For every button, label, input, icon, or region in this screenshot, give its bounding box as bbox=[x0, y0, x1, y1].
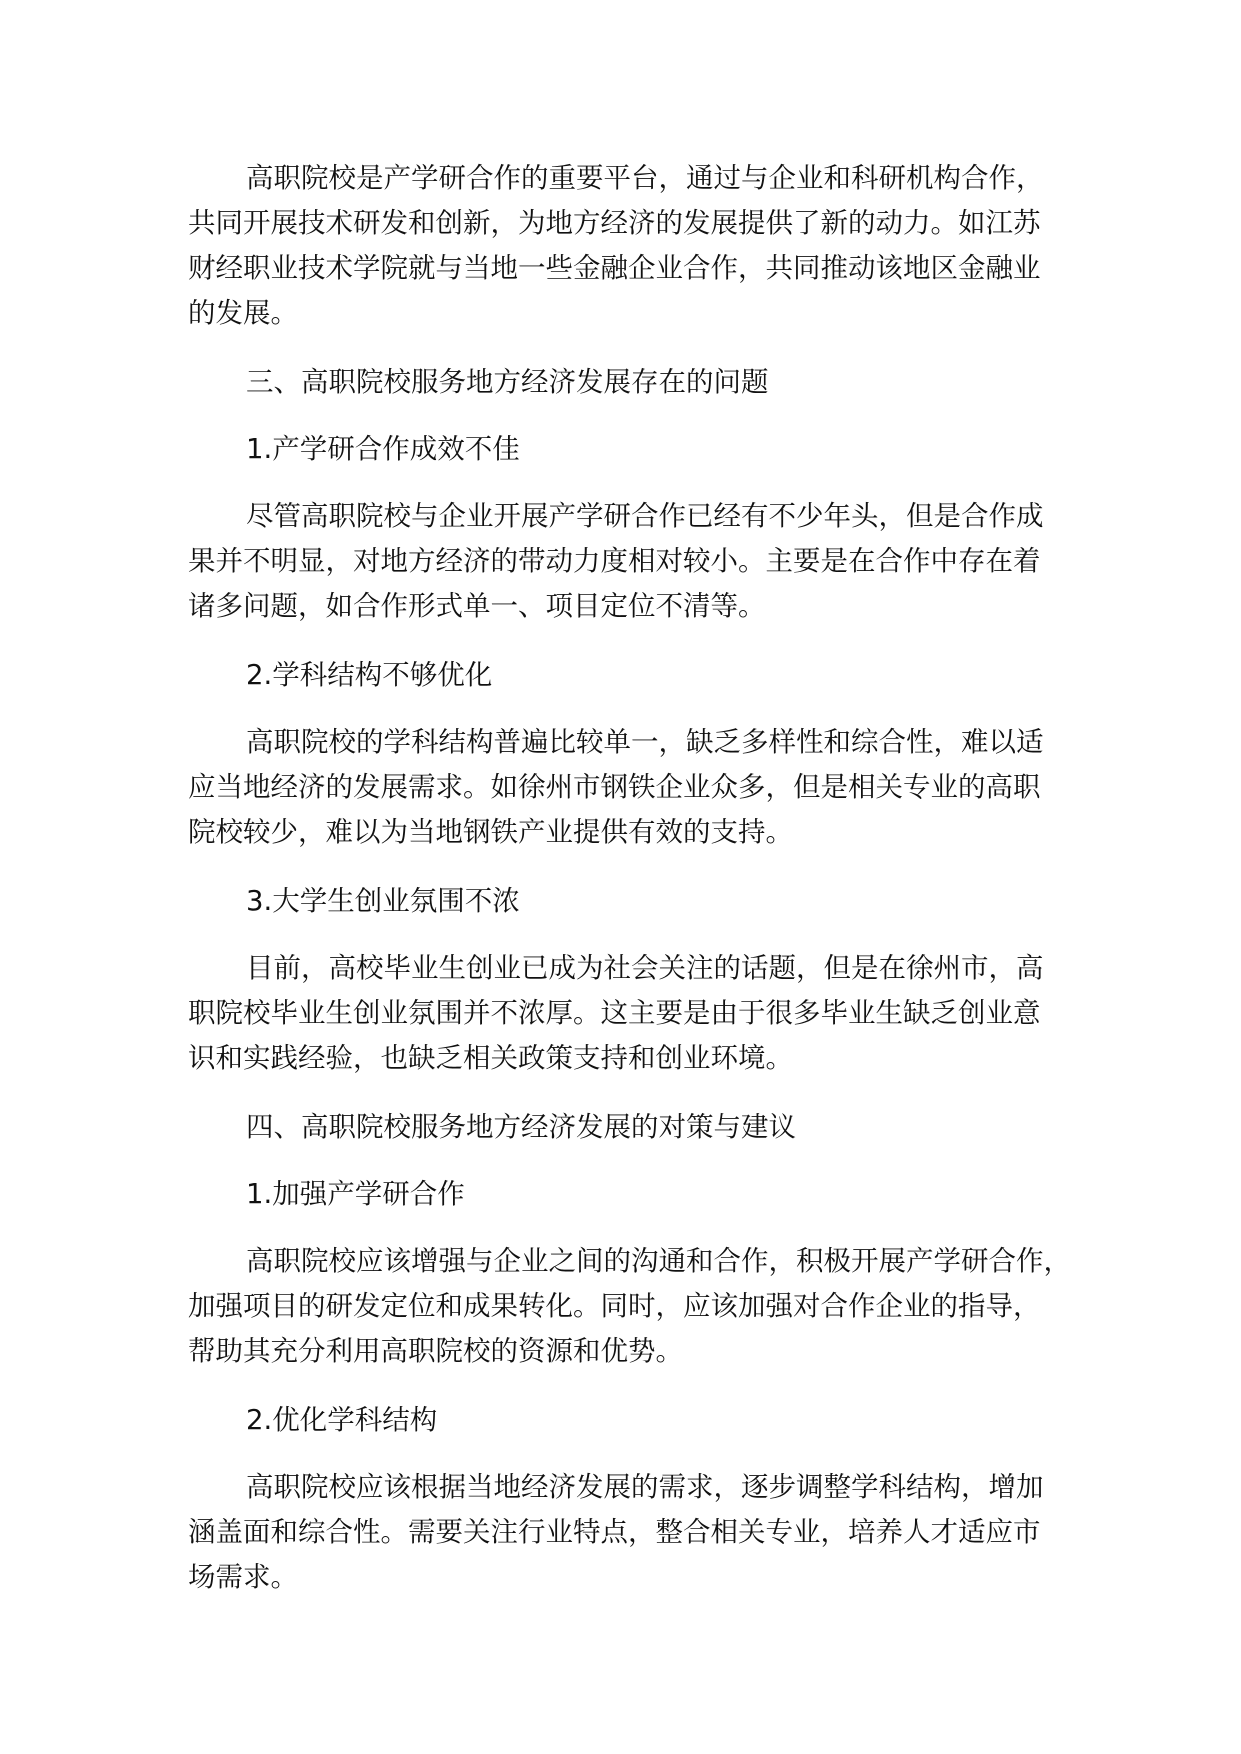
paragraph-line: 高职院校是产学研合作的重要平台，通过与企业和科研机构合作， bbox=[246, 162, 1044, 194]
paragraph-line: 高职院校应该增强与企业之间的沟通和合作，积极开展产学研合作， bbox=[246, 1245, 1071, 1277]
subsection-heading-text: 3.大学生创业氛围不浓 bbox=[246, 885, 520, 917]
paragraph-line: 果并不明显，对地方经济的带动力度相对较小。主要是在合作中存在着 bbox=[188, 545, 1041, 577]
paragraph-line: 识和实践经验，也缺乏相关政策支持和创业环境。 bbox=[188, 1042, 793, 1074]
paragraph-line: 涵盖面和综合性。需要关注行业特点，整合相关专业，培养人才适应市 bbox=[188, 1516, 1041, 1548]
section-heading-text: 三、高职院校服务地方经济发展存在的问题 bbox=[246, 366, 769, 398]
paragraph-line: 职院校毕业生创业氛围并不浓厚。这主要是由于很多毕业生缺乏创业意 bbox=[188, 997, 1041, 1029]
paragraph-line: 尽管高职院校与企业开展产学研合作已经有不少年头，但是合作成 bbox=[246, 500, 1044, 532]
subsection-heading-text: 1.产学研合作成效不佳 bbox=[246, 433, 520, 465]
paragraph-line: 诸多问题，如合作形式单一、项目定位不清等。 bbox=[188, 590, 766, 622]
paragraph-line: 帮助其充分利用高职院校的资源和优势。 bbox=[188, 1335, 683, 1367]
paragraph-line: 高职院校的学科结构普遍比较单一，缺乏多样性和综合性，难以适 bbox=[246, 726, 1044, 758]
paragraph-line: 院校较少，难以为当地钢铁产业提供有效的支持。 bbox=[188, 816, 793, 848]
subsection-heading-text: 2.优化学科结构 bbox=[246, 1404, 438, 1436]
paragraph-line: 的发展。 bbox=[188, 297, 298, 329]
subsection-heading-text: 1.加强产学研合作 bbox=[246, 1178, 465, 1210]
paragraph-line: 场需求。 bbox=[188, 1561, 298, 1593]
paragraph-line: 目前，高校毕业生创业已成为社会关注的话题，但是在徐州市，高 bbox=[246, 952, 1044, 984]
paragraph-line: 共同开展技术研发和创新，为地方经济的发展提供了新的动力。如江苏 bbox=[188, 207, 1041, 239]
subsection-heading-text: 2.学科结构不够优化 bbox=[246, 659, 493, 691]
paragraph-line: 财经职业技术学院就与当地一些金融企业合作，共同推动该地区金融业 bbox=[188, 252, 1041, 284]
paragraph-line: 加强项目的研发定位和成果转化。同时，应该加强对合作企业的指导， bbox=[188, 1290, 1041, 1322]
section-heading-text: 四、高职院校服务地方经济发展的对策与建议 bbox=[246, 1111, 796, 1143]
paragraph-line: 应当地经济的发展需求。如徐州市钢铁企业众多，但是相关专业的高职 bbox=[188, 771, 1041, 803]
paragraph-line: 高职院校应该根据当地经济发展的需求，逐步调整学科结构，增加 bbox=[246, 1471, 1044, 1503]
